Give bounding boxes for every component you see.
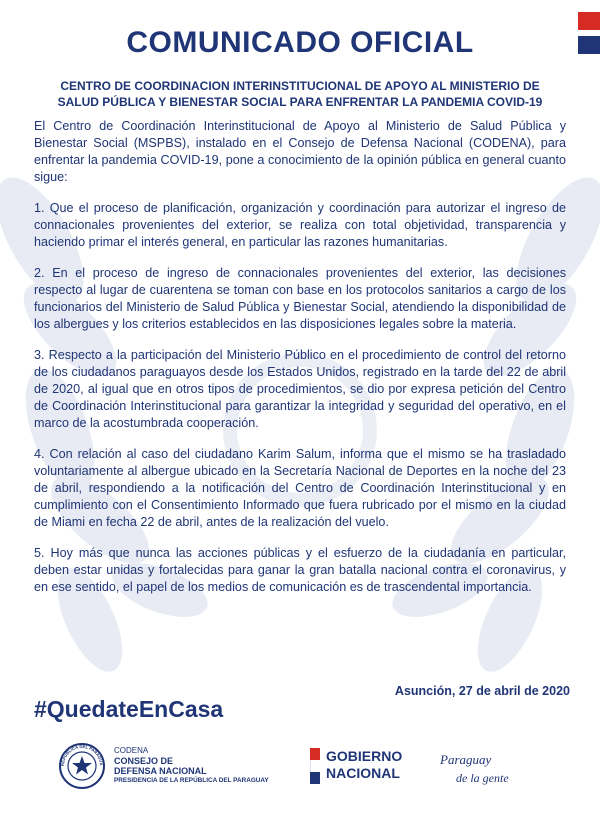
codena-text [114, 746, 269, 786]
codena-acronym: CODENA [114, 746, 149, 755]
codena-name-1: CONSEJO DE [114, 756, 174, 766]
subtitle-line-1: CENTRO DE COORDINACION INTERINSTITUCIONAL DE APOYO AL MINISTERIO DE [60, 79, 540, 93]
gobierno-line-2: NACIONAL [326, 765, 400, 781]
document-subtitle [30, 78, 570, 110]
gobierno-line-1: GOBIERNO [326, 748, 403, 764]
sign-line-2: de la gente [456, 771, 509, 785]
gobierno-text [326, 748, 402, 782]
footer-logos [0, 740, 600, 800]
codena-logo [58, 742, 308, 792]
flag-icon [310, 748, 320, 784]
codena-presidency: PRESIDENCIA DE LA REPÚBLICA DEL PARAGUAY [114, 777, 269, 784]
national-seal-icon [58, 742, 106, 790]
document-body [34, 118, 566, 610]
paragraph-3: 3. Respecto a la participación del Ministerio Público en el procedimiento de control del retorno de los ciudadanos paraguayos desde los Estados Unidos, registrado en la tarde del 22 de abril de 2020, al igual que en otros tipos de procedimientos, se dio por expresa petición del Centro de Coordinación Interinstitucional para garantizar la integridad y seguridad del operativo, en el marco de la acostumbrada cooperación. [34, 348, 566, 430]
paragraph-4: 4. Con relación al caso del ciudadano Karim Salum, informa que el mismo se ha trasladado voluntariamente al albergue ubicado en la Secretaría Nacional de Deportes en la noche del 23 de abril, respondiendo a la notificación del Centro de Coordinación Interinstitucional y en cumplimiento con el Consentimiento Informado que fuera rubricado por el mismo en la ciudad de Miami en fecha 22 de abril, antes de la realización del vuelo. [34, 447, 566, 529]
hashtag: #QuedateEnCasa [34, 696, 224, 722]
sign-line-1: Paraguay [440, 752, 492, 767]
subtitle-line-2: SALUD PÚBLICA Y BIENESTAR SOCIAL PARA ENFRENTAR LA PANDEMIA COVID-19 [57, 95, 543, 109]
document-title: COMUNICADO OFICIAL [126, 26, 474, 59]
codena-name-2: DEFENSA NACIONAL [114, 766, 207, 776]
gobierno-nacional-logo [310, 746, 430, 790]
flag-stripes [578, 12, 600, 54]
paragraph-intro: El Centro de Coordinación Interinstitucional de Apoyo al Ministerio de Salud Pública y Bienestar Social (MSPBS), instalado en el Consejo de Defensa Nacional (CODENA), para enfrentar la pandemia COVID-19, pone a conocimiento de la opinión pública en general cuanto sigue: [34, 119, 566, 184]
seal-text: REPUBLICA DEL PARAGUA [59, 743, 105, 767]
paragraph-2: 2. En el proceso de ingreso de connacionales provenientes del exterior, las decisiones respecto al lugar de cuarentena se toman con base en los protocolos sanitarios a cargo de los funcionarios del Ministerio de Salud Pública y Bienestar Social, atendiendo la disponibilidad de los albergues y los criterios establecidos en las disposiciones legales sobre la materia. [34, 266, 566, 331]
paragraph-1: 1. Que el proceso de planificación, organización y coordinación para autorizar el ingreso de connacionales provenientes del exterior, se realiza con total objetividad, transparencia y haciendo primar el interés general, en particular las razones humanitarias. [34, 201, 566, 249]
paragraph-5: 5. Hoy más que nunca las acciones públicas y el esfuerzo de la ciudadanía en particular, deben estar unidas y fortalecidas para ganar la gran batalla nacional contra el coronavirus, y en ese sentido, el papel de los medios de comunicación es de trascendental importancia. [34, 546, 566, 594]
document-date: Asunción, 27 de abril de 2020 [394, 684, 570, 698]
paraguay-de-la-gente-logo [436, 744, 526, 792]
